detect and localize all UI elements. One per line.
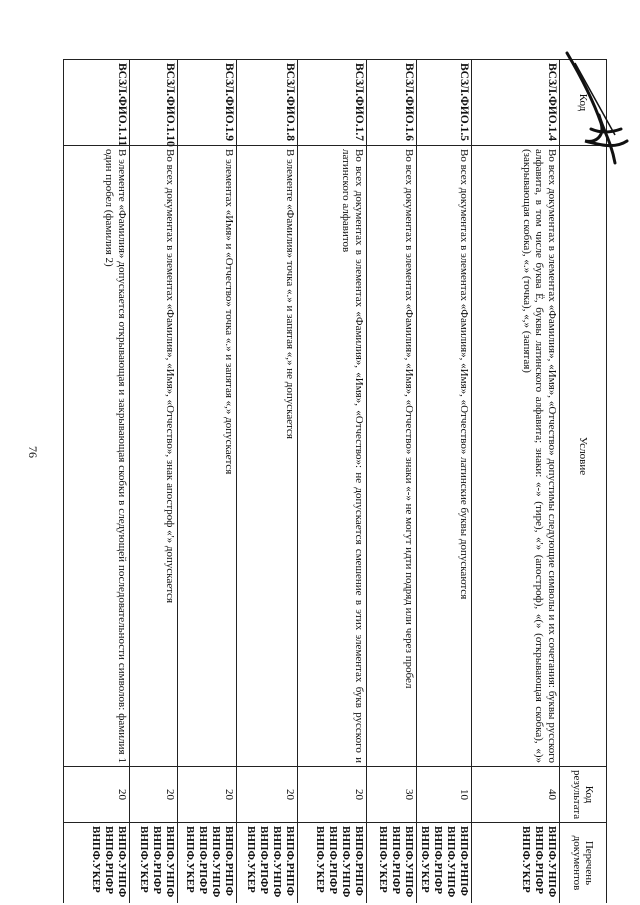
document-area xyxy=(57,59,607,903)
row-result-code: 20 xyxy=(130,767,178,823)
table-row xyxy=(64,60,130,904)
document-code: ВНПФ.УНПФ xyxy=(116,826,128,898)
table-row xyxy=(130,60,178,904)
row-condition: Во всех документах в элементах «Фамилия», «Имя», «Отчество» латинские буквы допускаются xyxy=(417,146,472,767)
document-code: ВНПФ.РНПФ xyxy=(458,826,470,896)
table-row xyxy=(367,60,417,904)
row-code: ВСЗЛ.ФИО.1.6 xyxy=(367,60,417,146)
document-code: ВНПФ.РПФР xyxy=(103,826,115,895)
document-code: ВНПФ.РПФР xyxy=(432,826,444,895)
table-row xyxy=(298,60,367,904)
document-code: ВНПФ.УКЕР xyxy=(377,826,389,893)
header-code: Код xyxy=(560,60,607,146)
document-code: ВНПФ.УНПФ xyxy=(164,826,176,898)
row-condition: Во всех документах в элементах «Фамилия», «Имя», «Отчество»: не допускается смешение в этих элементах букв русского и латинского алфавитов xyxy=(298,146,367,767)
document-code: ВНПФ.РПФР xyxy=(197,826,209,895)
table-row xyxy=(237,60,298,904)
document-code: ВНПФ.УКЕР xyxy=(520,826,532,893)
row-result-code: 10 xyxy=(417,767,472,823)
row-documents xyxy=(298,823,367,904)
document-code: ВНПФ.РНПФ xyxy=(353,826,365,896)
row-code: ВСЗЛ.ФИО.1.4 xyxy=(472,60,560,146)
row-code: ВСЗЛ.ФИО.1.8 xyxy=(237,60,298,146)
document-code: ВНПФ.РПФР xyxy=(327,826,339,895)
document-code: ВНПФ.УКЕР xyxy=(90,826,102,893)
row-condition: В элементе «Фамилия» допускается открывающая и закрывающая скобки в следующей последовательности символов: фамилия 1 один пробел (фамилия 2) xyxy=(64,146,130,767)
row-condition: Во всех документах в элементах «Фамилия», «Имя», «Отчество», знак апостроф «'» допускается xyxy=(130,146,178,767)
row-code: ВСЗЛ.ФИО.1.9 xyxy=(178,60,237,146)
signature-mark xyxy=(555,45,635,175)
row-documents xyxy=(178,823,237,904)
rules-table xyxy=(63,59,607,903)
table-body xyxy=(64,60,560,904)
document-code: ВНПФ.УНПФ xyxy=(340,826,352,898)
document-code: ВНПФ.УКЕР xyxy=(245,826,257,893)
table-header-row xyxy=(560,60,607,904)
row-result-code: 30 xyxy=(367,767,417,823)
row-result-code: 20 xyxy=(237,767,298,823)
document-code: ВНПФ.РПФР xyxy=(151,826,163,895)
row-code: ВСЗЛ.ФИО.1.5 xyxy=(417,60,472,146)
row-result-code: 20 xyxy=(178,767,237,823)
document-code: ВНПФ.УКЕР xyxy=(314,826,326,893)
row-documents xyxy=(417,823,472,904)
document-code: ВНПФ.РНПФ xyxy=(223,826,235,896)
row-documents xyxy=(64,823,130,904)
table-row xyxy=(178,60,237,904)
document-code: ВНПФ.УНПФ xyxy=(445,826,457,898)
document-code: ВНПФ.РПФР xyxy=(258,826,270,895)
row-documents xyxy=(472,823,560,904)
row-code: ВСЗЛ.ФИО.1.7 xyxy=(298,60,367,146)
document-code: ВНПФ.УНПФ xyxy=(546,826,558,898)
row-condition: В элементах «Имя» и «Отчество» точка «.» и запятая «,» допускается xyxy=(178,146,237,767)
row-documents xyxy=(237,823,298,904)
table-row xyxy=(417,60,472,904)
document-code: ВНПФ.УКЕР xyxy=(138,826,150,893)
row-documents xyxy=(367,823,417,904)
row-condition: Во всех документах в элементах «Фамилия», «Имя», «Отчество» допустимы следующие символы и их сочетания: буквы русского алфавита, в том числе буква Ё, буквы латинского алфавита; знаки: «-» (тире), «'» (апостроф), «(» (открывающая скобка), «)» (закрывающая скобка), «.» (точка), «,» (запятая) xyxy=(472,146,560,767)
document-code: ВНПФ.УНПФ xyxy=(210,826,222,898)
row-code: ВСЗЛ.ФИО.1.11 xyxy=(64,60,130,146)
table-row xyxy=(472,60,560,904)
row-condition: В элементе «Фамилия» точка «.» и запятая «,» не допускается xyxy=(237,146,298,767)
document-code: ВНПФ.УНПФ xyxy=(271,826,283,898)
row-result-code: 40 xyxy=(472,767,560,823)
row-code: ВСЗЛ.ФИО.1.10 xyxy=(130,60,178,146)
document-code: ВНПФ.РПФР xyxy=(533,826,545,895)
row-condition: Во всех документах в элементах «Фамилия», «Имя», «Отчество» знаки «-» не могут идти подряд или через пробел xyxy=(367,146,417,767)
rotated-table-container xyxy=(57,59,607,903)
document-code: ВНПФ.УКЕР xyxy=(184,826,196,893)
document-code: ВНПФ.УНПФ xyxy=(403,826,415,898)
row-result-code: 20 xyxy=(64,767,130,823)
document-code: ВНПФ.РПФР xyxy=(390,826,402,895)
document-code: ВНПФ.УКЕР xyxy=(419,826,431,893)
header-condition: Условие xyxy=(560,146,607,767)
row-result-code: 20 xyxy=(298,767,367,823)
header-documents: Перечень документов xyxy=(560,823,607,904)
document-code: ВНПФ.РНПФ xyxy=(284,826,296,896)
row-documents xyxy=(130,823,178,904)
header-result-code: Код результата xyxy=(560,767,607,823)
page-number: 76 xyxy=(26,446,40,458)
